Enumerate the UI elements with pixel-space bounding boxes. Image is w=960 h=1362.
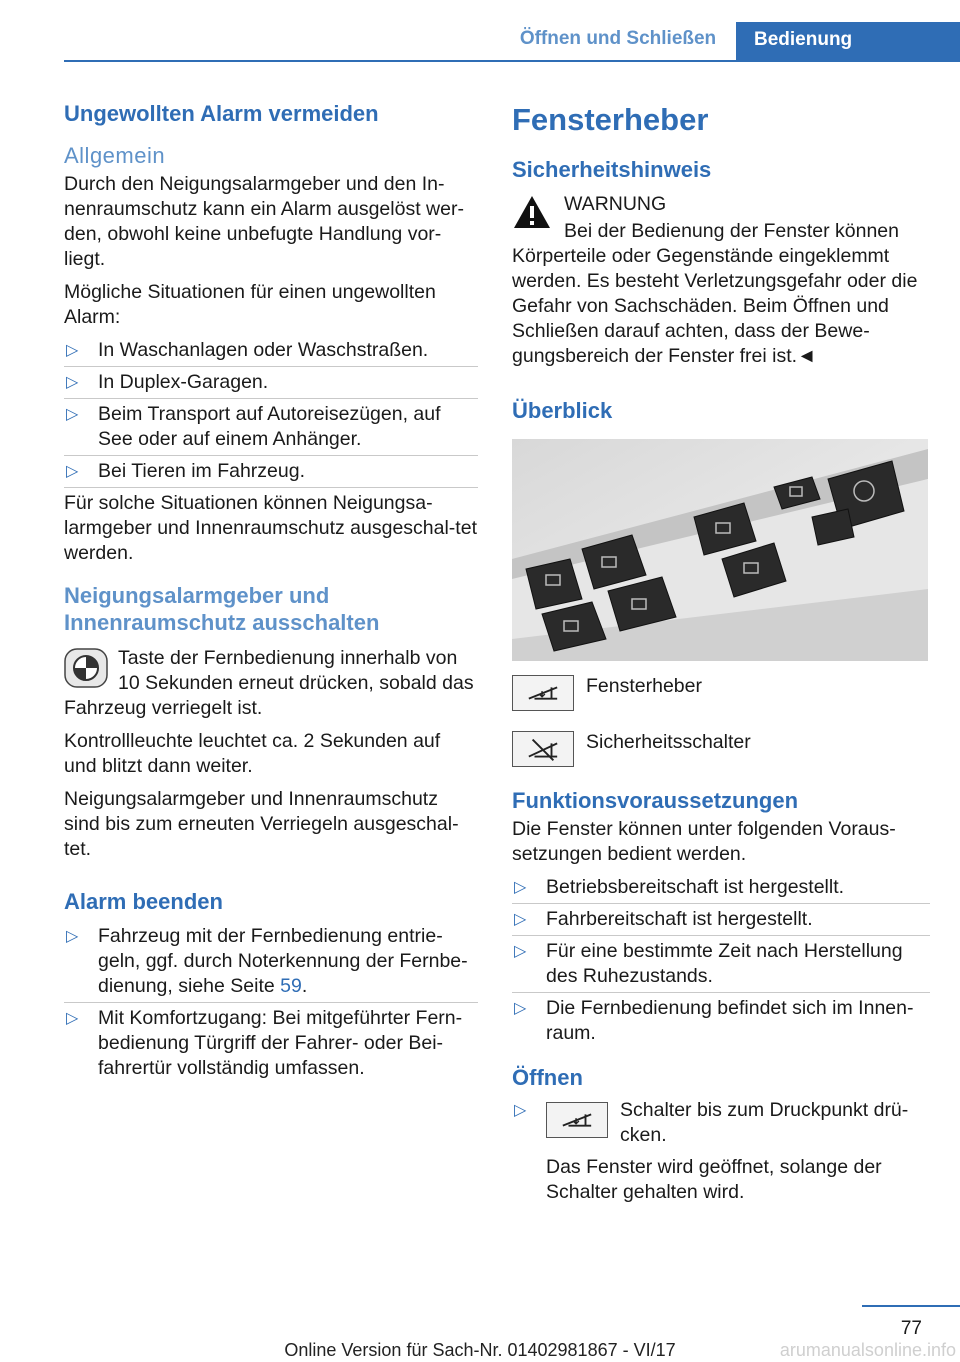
header-rule bbox=[64, 60, 960, 62]
list-item: ▷ Schalter bis zum Druckpunkt drü-cken. bbox=[514, 1099, 909, 1146]
list-item: ▷ Fahrzeug mit der Fernbedienung entrie-geln, ggf. durch Noterkennung der Fernbe-dienung, siehe Seite 59. bbox=[64, 924, 478, 999]
triangle-bullet-icon: ▷ bbox=[66, 406, 79, 423]
triangle-bullet-icon: ▷ bbox=[66, 463, 79, 480]
page-title: Fensterheber bbox=[512, 102, 709, 137]
paragraph: Neigungsalarmgeber und Innenraumschutz sind bis zum erneuten Verriegeln ausgeschal-tet. bbox=[64, 788, 459, 860]
watermark: arumanualsonline.info bbox=[779, 1340, 956, 1360]
open-list bbox=[512, 1098, 930, 1148]
safety-switch-icon bbox=[512, 731, 574, 767]
list-item: ▷ Für eine bestimmte Zeit nach Herstellung des Ruhezustands. bbox=[512, 939, 930, 989]
left-column bbox=[64, 100, 478, 1088]
heading-stop-alarm: Alarm beenden bbox=[64, 889, 223, 914]
triangle-bullet-icon: ▷ bbox=[514, 1102, 527, 1119]
warning-text: Bei der Bedienung der Fenster können Körperteile oder Gegenstände eingeklemmt werden. Es besteht Verletzungsgefahr oder die Gefahr von Sachschäden. Beim Öffnen und Schließen darauf achten, dass der Bewe-gungsbereich der Fenster frei ist.◄ bbox=[512, 220, 918, 367]
paragraph: Kontrollleuchte leuchtet ca. 2 Sekunden auf und blitzt dann weiter. bbox=[64, 730, 441, 777]
heading-overview: Überblick bbox=[512, 398, 613, 423]
page-header bbox=[0, 0, 960, 62]
triangle-bullet-icon: ▷ bbox=[66, 342, 79, 359]
list-item: ▷ In Duplex-Garagen. bbox=[64, 370, 478, 395]
right-column bbox=[512, 100, 930, 1213]
page-link[interactable]: 59 bbox=[280, 975, 302, 997]
footer-version-text: Online Version für Sach-Nr. 01402981867 - VI/17 bbox=[284, 1340, 676, 1360]
legend-window-lifter: Fensterheber bbox=[512, 675, 930, 711]
triangle-bullet-icon: ▷ bbox=[66, 374, 79, 391]
heading-safety: Sicherheitshinweis bbox=[512, 157, 712, 182]
warning-label: WARNUNG bbox=[564, 193, 667, 215]
triangle-bullet-icon: ▷ bbox=[66, 928, 79, 945]
list-item: ▷ Bei Tieren im Fahrzeug. bbox=[64, 459, 478, 484]
triangle-bullet-icon: ▷ bbox=[514, 943, 527, 960]
legend-safety-switch: Sicherheitsschalter bbox=[512, 731, 930, 767]
situations-list bbox=[64, 338, 478, 484]
triangle-bullet-icon: ▷ bbox=[514, 1000, 527, 1017]
keyfob-button-icon bbox=[64, 648, 108, 688]
list-item: ▷ Betriebsbereitschaft ist hergestellt. bbox=[512, 875, 930, 900]
paragraph: Die Fenster können unter folgenden Voraus-setzungen bedient werden. bbox=[512, 818, 896, 865]
warning-label-row bbox=[512, 192, 930, 217]
footer-rule bbox=[862, 1305, 960, 1307]
list-item: ▷ Die Fernbedienung befindet sich im Innen-raum. bbox=[514, 997, 914, 1044]
window-switch-photo bbox=[512, 439, 928, 661]
warning-triangle-icon bbox=[512, 194, 552, 230]
heading-open: Öffnen bbox=[512, 1065, 583, 1090]
page-number: 77 bbox=[900, 1318, 922, 1339]
triangle-bullet-icon: ▷ bbox=[66, 1010, 79, 1027]
heading-disable-sensors: Neigungsalarmgeber und Innenraumschutz ausschalten bbox=[64, 583, 380, 635]
list-item: ▷ Beim Transport auf Autoreisezügen, auf See oder auf einem Anhänger. bbox=[64, 402, 478, 452]
heading-prerequisites: Funktionsvoraussetzungen bbox=[512, 788, 799, 813]
heading-general: Allgemein bbox=[64, 143, 166, 168]
paragraph: Für solche Situationen können Neigungsa-larmgeber und Innenraumschutz ausgeschal-tet werden. bbox=[64, 492, 477, 564]
triangle-bullet-icon: ▷ bbox=[514, 879, 527, 896]
paragraph-keyfob: Taste der Fernbedienung innerhalb von 10 Sekunden erneut drücken, sobald das Fahrzeug verriegelt ist. bbox=[64, 647, 474, 719]
paragraph: Das Fenster wird geöffnet, solange der Schalter gehalten wird. bbox=[546, 1156, 882, 1203]
list-item: ▷ In Waschanlagen oder Waschstraßen. bbox=[64, 338, 478, 363]
paragraph: Mögliche Situationen für einen ungewollten Alarm: bbox=[64, 281, 436, 328]
stop-alarm-list bbox=[64, 924, 478, 1081]
prerequisites-list bbox=[512, 875, 930, 1046]
window-lifter-icon bbox=[512, 675, 574, 711]
heading-avoid-alarm: Ungewollten Alarm vermeiden bbox=[64, 101, 379, 126]
paragraph: Durch den Neigungsalarmgeber und den In-nenraumschutz kann ein Alarm ausgelöst wer-den, obwohl keine unbefugte Handlung vor-liegt. bbox=[64, 173, 464, 270]
header-chapter-tab[interactable]: Bedienung bbox=[736, 22, 960, 60]
header-section-title: Öffnen und Schließen bbox=[519, 28, 717, 49]
list-item: ▷ Fahrbereitschaft ist hergestellt. bbox=[512, 907, 930, 932]
triangle-bullet-icon: ▷ bbox=[514, 911, 527, 928]
window-lifter-icon bbox=[546, 1102, 608, 1138]
list-item: ▷ Mit Komfortzugang: Bei mitgeführter Fern-bedienung Türgriff der Fahrer- oder Bei-fahrertür vollständig umfassen. bbox=[66, 1007, 463, 1079]
